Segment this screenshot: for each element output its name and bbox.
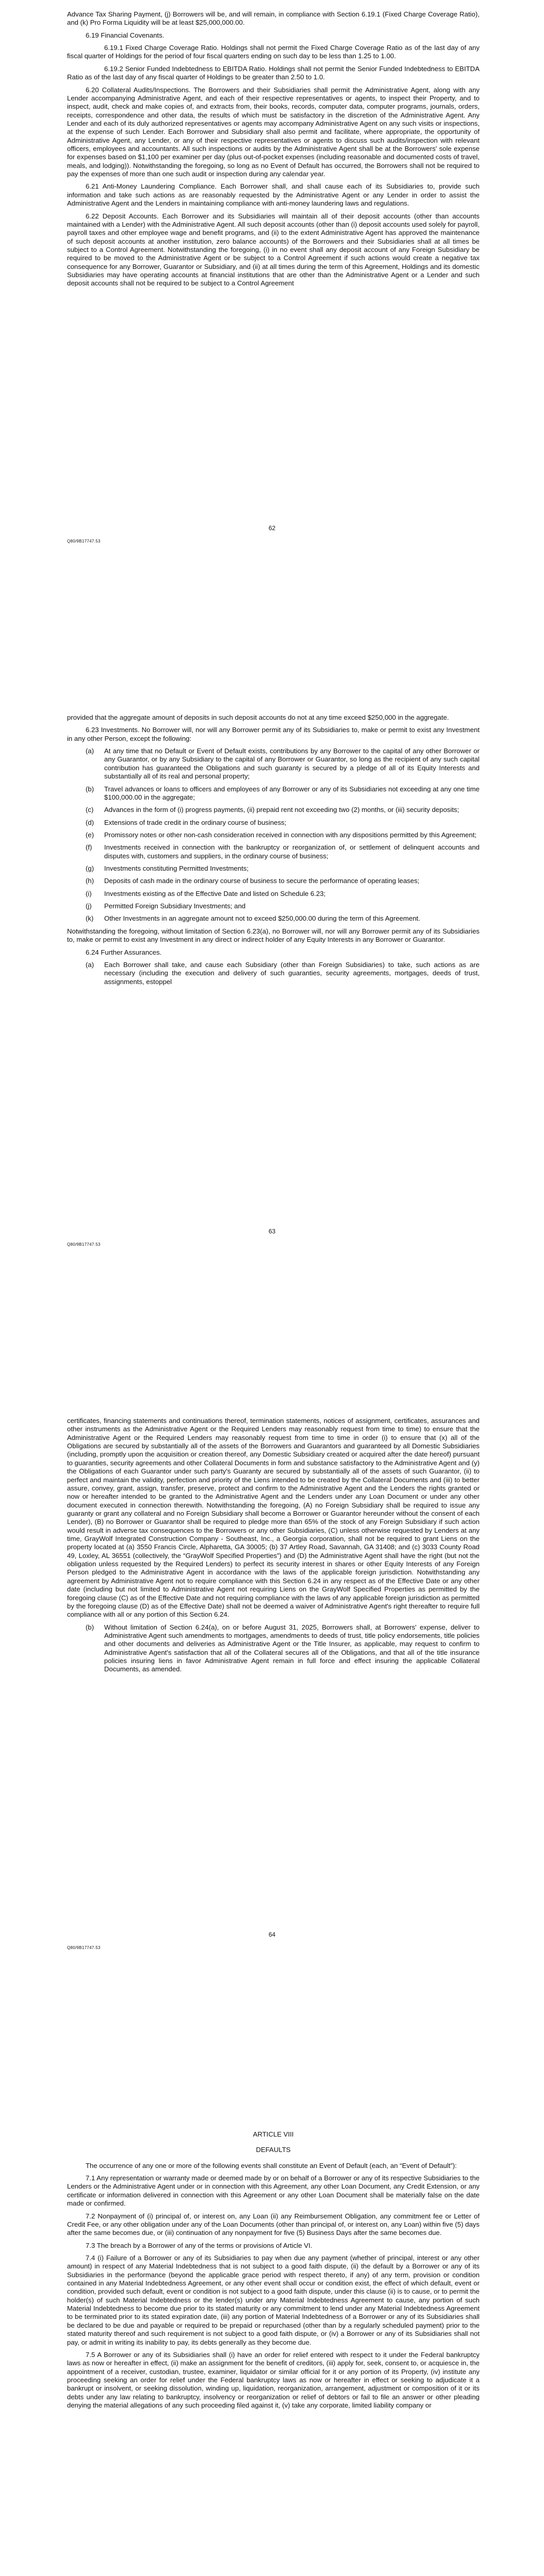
paragraph: 6.20 Collateral Audits/Inspections. The Borrowers and their Subsidiaries shall permit the Administrative Agent, along with any Lender accompanying Administrative Agent, and each of their respective representatives or agents, to inspect their Property, and to inspect, audit, check and make copies of, and extracts from, their books, records, computer data, computer programs, journals, orders, receipts, correspondence and other data, the results of which must be satisfactory in the discretion of the Administrative Agent. Any Lender and each of its duly authorized representatives or agents may accompany Administrative Agent on any such visits or inspections, at the expense of such Lender. Each Borrower and Subsidiary shall also permit and facilitate, where appropriate, the opportunity of Administrative Agent, any Lender, or any of their respective representatives or agents to discuss such audits/inspection with relevant officers, employees and accountants. All such inspections or audits by the Administrative Agent shall be at the Borrowers' sole expense for expenses based on $1,100 per examiner per day (plus out-of-pocket expenses (including reasonable and documented costs of travel, meals, and lodging)). Notwithstanding the foregoing, so long as no Event of Default has occurred, the Borrowers shall not be required to pay the expenses of more than one such audit or inspection during any calendar year. <box>67 86 480 178</box>
section-heading: 6.19 Financial Covenants. <box>86 31 164 39</box>
list-label: (k) <box>86 914 94 923</box>
list-item <box>67 961 480 986</box>
list-item <box>67 806 480 814</box>
paragraph: 7.5 A Borrower or any of its Subsidiaries shall (i) have an order for relief entered with respect to it under the Federal bankruptcy laws as now or hereafter in effect, (ii) make an assignment for the benefit of creditors, (iii) apply for, seek, consent to, or acquiesce in, the appointment of a receiver, custodian, trustee, examiner, liquidator or similar official for it or any portion of its Property, (iv) institute any proceeding seeking an order for relief under the Federal bankruptcy laws as now or hereafter in effect or seeking to adjudicate it a bankrupt or insolvent, or seeking dissolution, winding up, liquidation, reorganization, arrangement, adjustment or composition of it or its debts under any law relating to bankruptcy, insolvency or reorganization or relief of debtors or fail to file an answer or other pleading denying the material allegations of any such proceeding filed against it, (v) take any corporate, limited liability company or <box>67 2350 480 2410</box>
list-item <box>67 831 480 839</box>
document-id: Q80/9B17747.53 <box>67 1242 101 1247</box>
list-label: (j) <box>86 902 92 910</box>
list-text: Without limitation of Section 6.24(a), on or before August 31, 2025, Borrowers shall, at Borrowers' expense, deliver to Administrative Agent such amendments to mortgages, amendments to deeds of trust, title policy endorsements, title policies and other documents and deliveries as Administrative Agent or the Title Insurer, as applicable, may request to confirm to Administrative Agent's satisfaction that all of the Collateral secures all of the Obligations, and that all of the title insurance policies insuring liens in favor Administrative Agent remain in full force and effect insuring the applicable Collateral Documents, as amended. <box>104 1623 480 1673</box>
list-label: (i) <box>86 889 92 897</box>
list-text: At any time that no Default or Event of Default exists, contributions by any Borrower to the capital of any other Borrower or any Guarantor, or by any Subsidiary to the capital of any Borrower or Guarantor, so long as the recipient of any such capital contribution has guaranteed the Obligations and such guaranty is secured by a pledge of all of its Equity Interests and substantially all of its real and personal property; <box>104 747 480 781</box>
page-65 <box>0 2110 544 2576</box>
paragraph: 6.23 Investments. No Borrower will, nor will any Borrower permit any of its Subsidiaries to, make or permit to exist any Investment in any other Person, except the following: <box>67 726 480 742</box>
list-item <box>67 843 480 860</box>
paragraph: 7.3 The breach by a Borrower of any of the terms or provisions of Article VI. <box>86 2241 312 2249</box>
paragraph: certificates, financing statements and continuations thereof, termination statements, notices of assignment, certificates, assurances and other instruments as the Administrative Agent or the Required Lenders may reasonably request from time to time) to ensure that the Administrative Agent or the Required Lenders may reasonably request from time to time in order (i) to ensure that (x) all of the Obligations are secured by substantially all of the assets of the Borrowers and Guarantors and guaranteed by all Domestic Subsidiaries (including, promptly upon the acquisition or creation thereof, any Domestic Subsidiary created or acquired after the date hereof) pursuant to guaranties, security agreements and other Collateral Documents in form and substance satisfactory to the Administrative Agent and (y) the Obligations of each Guarantor under such party's Guaranty are secured by substantially all of the assets of such Guarantor, (ii) to perfect and maintain the validity, perfection and priority of the Liens intended to be created by the Collateral Documents and (iii) to better assure, convey, grant, assign, transfer, preserve, protect and confirm to the Administrative Agent and the Lenders the rights granted or now or hereafter intended to be granted to the Administrative Agent and the Lenders under any Loan Document or under any other document executed in connection therewith. Notwithstanding the foregoing, (A) no Foreign Subsidiary shall be required to issue any guaranty or grant any collateral and no Foreign Subsidiary shall become a Borrower or Guarantor hereunder without the consent of each Lender), (B) no Borrower or Guarantor shall be required to pledge more than 65% of the stock of any Foreign Subsidiary if such action would result in adverse tax consequences to the Borrowers or any other Subsidiaries, (C) unless otherwise requested by Lenders at any time, GrayWolf Integrated Construction Company - Southeast, Inc., a Georgia corporation, shall not be required to grant Liens on the property located at (a) 3550 Francis Circle, Alpharetta, GA 30005; (b) 37 Artley Road, Savannah, GA 31408; and (c) 3033 County Road 49, Loxley, AL 36551 (collectively, the “GrayWolf Specified Properties”) and (D) the Administrative Agent shall have the right (but not the obligation unless requested by the Required Lenders) to perfect its security interest in shares or other Equity Interests of any Foreign Person pledged to the Administrative Agent in accordance with the laws of the applicable foreign jurisdiction. Notwithstanding any agreement by Administrative Agent not to require compliance with this Section 6.24 in any respect as of the Effective Date or any other date (including but not limited to Administrative Agent not requiring Liens on the GrayWolf Specified Properties as permitted by the foregoing clause (C) as of the Effective Date and not requiring compliance with the laws of any applicable foreign jurisdiction as permitted by the foregoing clause (D) as of the Effective Date) shall not be deemed a waiver of Administrative Agent's right thereafter to require full compliance with all or any portion of this Section 6.24. <box>67 1417 480 1619</box>
list-text: Investments received in connection with the bankruptcy or reorganization of, or settlement of delinquent accounts and disputes with, customers and suppliers, in the ordinary course of business; <box>104 843 480 860</box>
list-text: Other Investments in an aggregate amount not to exceed $250,000.00 during the term of this Agreement. <box>104 914 420 923</box>
article-heading: ARTICLE VIII <box>253 2130 294 2138</box>
list-item <box>67 819 480 827</box>
paragraph: The occurrence of any one or more of the following events shall constitute an Event of Default (each, an “Event of Default”): <box>86 2161 457 2170</box>
paragraph: 7.2 Nonpayment of (i) principal of, or interest on, any Loan (ii) any Reimbursement Obligation, any commitment fee or Letter of Credit Fee, or any other obligation under any of the Loan Documents (other than principal of, or interest on, any Loan) within five (5) days after the same becomes due, or (iii) continuation of any nonpayment for five (5) Business Days after the same becomes due. <box>67 2212 480 2237</box>
paragraph: 7.1 Any representation or warranty made or deemed made by or on behalf of a Borrower or any of its respective Subsidiaries to the Lenders or the Administrative Agent under or in connection with this Agreement, any other Loan Document, any Credit Extension, or any certificate or information delivered in connection with this Agreement or any other Loan Document shall be materially false on the date made or confirmed. <box>67 2174 480 2208</box>
article-title: DEFAULTS <box>256 2146 291 2154</box>
paragraph: 6.22 Deposit Accounts. Each Borrower and its Subsidiaries will maintain all of their deposit accounts (other than accounts maintained with a Lender) with the Administrative Agent. All such deposit accounts (other than (i) deposit accounts used solely for payroll, payroll taxes and other employee wage and benefit programs, and (ii) to the extent Administrative Agent has approved the maintenance of such deposit accounts at another institution, zero balance accounts) of the Borrowers and their Subsidiaries shall at all times be subject to a Control Agreement. Notwithstanding the foregoing, (i) in no event shall any deposit account of any Foreign Subsidiary be required to be moved to the Administrative Agent or be subject to a Control Agreement if such actions would create a negative tax consequence for any Borrower, Guarantor or Subsidiary, and (ii) at all times during the term of this Agreement, Holdings and its domestic Subsidiaries may have operating accounts at financial institutions that are other than the Administrative Agent or a Lender and such deposit accounts shall not be required to be subject to a Control Agreement <box>67 212 480 287</box>
list-text: Permitted Foreign Subsidiary Investments; and <box>104 902 246 910</box>
list-label: (a) <box>86 960 94 969</box>
list-text: Travel advances or loans to officers and employees of any Borrower or any of its Subsidiaries not exceeding at any one time $100,000.00 in the aggregate; <box>104 785 480 801</box>
list-label: (c) <box>86 806 94 814</box>
page-number: 62 <box>268 524 276 532</box>
list-item <box>67 785 480 802</box>
list-label: (e) <box>86 831 94 839</box>
paragraph: 6.21 Anti-Money Laundering Compliance. Each Borrower shall, and shall cause each of its Subsidiaries to, provide such information and take such actions as are reasonably requested by the Administrative Agent or any Lender in order to assist the Administrative Agent and the Lenders in maintaining compliance with anti-money laundering laws and regulations. <box>67 182 480 208</box>
paragraph: Advance Tax Sharing Payment, (j) Borrowers will be, and will remain, in compliance with Section 6.19.1 (Fixed Charge Coverage Ratio), and (k) Pro Forma Liquidity will be at least $25,000,000.00. <box>67 10 480 27</box>
list-label: (b) <box>86 785 94 793</box>
list-item <box>67 902 480 910</box>
list-label: (g) <box>86 865 94 873</box>
list-item <box>67 877 480 885</box>
list-item <box>67 890 480 898</box>
list-text: Investments existing as of the Effective Date and listed on Schedule 6.23; <box>104 889 326 897</box>
paragraph: 6.19.2 Senior Funded Indebtedness to EBITDA Ratio. Holdings shall not permit the Senior Funded Indebtedness to EBITDA Ratio as of the last day of any fiscal quarter of Holdings to be greater than 2.50 to 1.0. <box>67 64 480 81</box>
page-number: 63 <box>268 1228 276 1235</box>
list-text: Investments constituting Permitted Investments; <box>104 865 249 873</box>
list-text: Promissory notes or other non-cash consideration received in connection with any dispositions permitted by this Agreement; <box>104 831 477 839</box>
list-item <box>67 914 480 923</box>
list-text: Advances in the form of (i) progress payments, (ii) prepaid rent not exceeding two (2) months, or (iii) security deposits; <box>104 806 459 814</box>
document-id: Q80/9B17747.53 <box>67 539 101 544</box>
list-label: (b) <box>86 1623 94 1631</box>
list-text: Deposits of cash made in the ordinary course of business to secure the performance of operating leases; <box>104 877 420 885</box>
paragraph: 6.19.1 Fixed Charge Coverage Ratio. Holdings shall not permit the Fixed Charge Coverage Ratio as of the last day of any fiscal quarter of Holdings for the period of four fiscal quarters ending on such day to be less than 1.25 to 1.00. <box>67 44 480 60</box>
list-label: (f) <box>86 843 92 852</box>
list-text: Extensions of trade credit in the ordinary course of business; <box>104 818 287 826</box>
page-64 <box>0 1406 544 2110</box>
paragraph: provided that the aggregate amount of deposits in such deposit accounts do not at any time exceed $250,000 in the aggregate. <box>67 714 449 721</box>
list-item <box>67 747 480 781</box>
list-label: (h) <box>86 877 94 885</box>
section-heading: 6.24 Further Assurances. <box>86 948 162 956</box>
list-label: (d) <box>86 818 94 826</box>
list-text: Each Borrower shall take, and cause each Subsidiary (other than Foreign Subsidiaries) to take, such actions as are necessary (including the execution and delivery of such guaranties, security agreements, mortgages, deeds of trust, assignments, estoppel <box>104 960 480 986</box>
page-62 <box>0 0 544 703</box>
page-number: 64 <box>268 1931 276 1938</box>
list-item <box>67 1623 480 1674</box>
page-63 <box>0 703 544 1406</box>
list-label: (a) <box>86 747 94 755</box>
list-item <box>67 865 480 873</box>
paragraph: Notwithstanding the foregoing, without limitation of Section 6.23(a), no Borrower will, nor will any Borrower permit any of its Subsidiaries to, make or permit to exist any Investment in any direct or indirect holder of any Equity Interests in any Borrower or Guarantor. <box>67 927 480 944</box>
paragraph: 7.4 (i) Failure of a Borrower or any of its Subsidiaries to pay when due any payment (whether of principal, interest or any other amount) in respect of any Material Indebtedness that is not subject to a good faith dispute, (ii) the default by a Borrower or any of its Subsidiaries in the performance (beyond the applicable grace period with respect thereto, if any) of any term, provision or condition contained in any Material Indebtedness Agreement, or any other event shall occur or condition exist, the effect of which default, event or condition, provided such default, event or condition is not subject to a good faith dispute, under this clause (ii) is to cause, or to permit the holder(s) of such Material Indebtedness or the lender(s) under any Material Indebtedness Agreement to cause, any portion of such Material Indebtedness to become due prior to its stated maturity or any commitment to lend under any Material Indebtedness Agreement to be terminated prior to its stated expiration date, (iii) any portion of Material Indebtedness of a Borrower or any of its Subsidiaries shall be declared to be due and payable or required to be prepaid or repurchased (other than by a regularly scheduled payment) prior to the stated maturity thereof and such requirement is not subject to a good faith dispute, or (iv) a Borrower or any of its Subsidiaries shall not pay, or admit in writing its inability to pay, its debts generally as they become due. <box>67 2253 480 2346</box>
document-id: Q80/9B17747.53 <box>67 1945 101 1950</box>
